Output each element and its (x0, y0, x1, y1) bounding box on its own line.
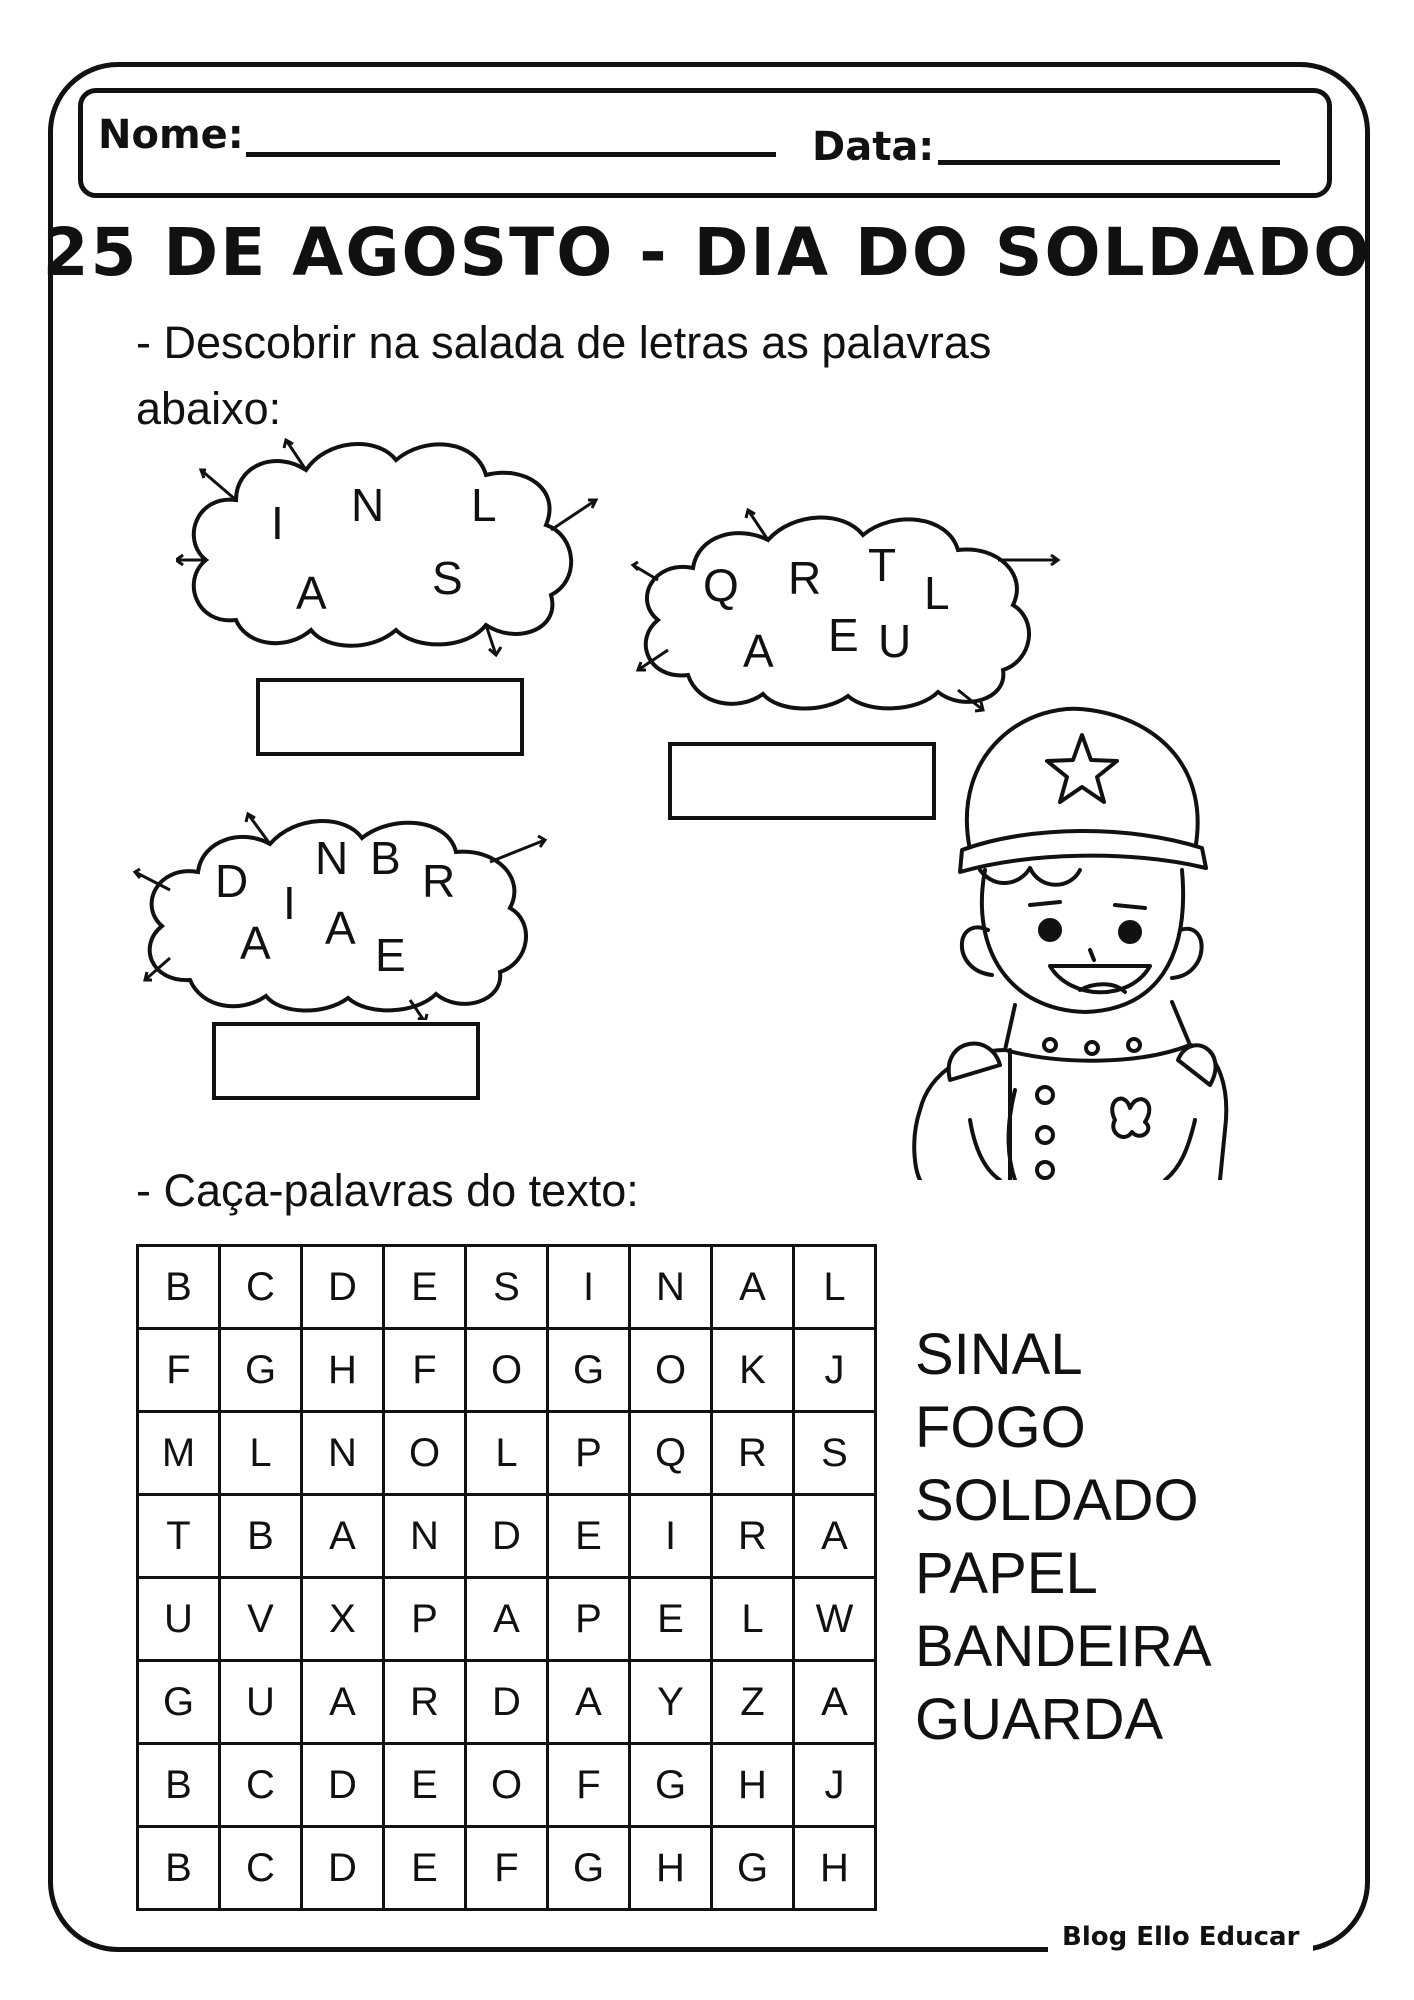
grid-cell[interactable]: D (466, 1495, 548, 1578)
cloud-letter: I (283, 877, 296, 929)
grid-row (138, 1495, 876, 1578)
grid-cell[interactable]: P (548, 1412, 630, 1495)
footer-credit: Blog Ello Educar (1048, 1922, 1313, 1952)
grid-cell[interactable]: S (466, 1246, 548, 1329)
grid-cell[interactable]: D (302, 1827, 384, 1910)
grid-cell[interactable]: N (384, 1495, 466, 1578)
grid-cell[interactable]: R (712, 1412, 794, 1495)
grid-row (138, 1661, 876, 1744)
grid-cell[interactable]: A (712, 1246, 794, 1329)
cloud-letter: N (315, 832, 349, 884)
grid-cell[interactable]: G (138, 1661, 220, 1744)
grid-cell[interactable]: K (712, 1329, 794, 1412)
soldier-illustration-icon (910, 690, 1230, 1180)
grid-cell[interactable]: N (302, 1412, 384, 1495)
grid-cell[interactable]: X (302, 1578, 384, 1661)
grid-cell[interactable]: E (384, 1744, 466, 1827)
grid-cell[interactable]: C (220, 1246, 302, 1329)
cloud-letter: S (432, 552, 463, 604)
word-item: FOGO (915, 1395, 1086, 1460)
grid-cell[interactable]: S (794, 1412, 876, 1495)
answer-box-1[interactable] (256, 678, 524, 756)
grid-cell[interactable]: F (384, 1329, 466, 1412)
grid-cell[interactable]: F (138, 1329, 220, 1412)
grid-cell[interactable]: W (794, 1578, 876, 1661)
grid-cell[interactable]: E (548, 1495, 630, 1578)
grid-cell[interactable]: H (302, 1329, 384, 1412)
date-line[interactable] (938, 160, 1280, 165)
grid-cell[interactable]: B (220, 1495, 302, 1578)
cloud-letter: L (924, 567, 950, 619)
grid-row (138, 1744, 876, 1827)
grid-cell[interactable]: L (794, 1246, 876, 1329)
grid-cell[interactable]: D (302, 1744, 384, 1827)
header-box (78, 88, 1332, 198)
grid-cell[interactable]: J (794, 1744, 876, 1827)
cloud-letter: R (788, 552, 822, 604)
grid-cell[interactable]: G (220, 1329, 302, 1412)
grid-row (138, 1329, 876, 1412)
grid-cell[interactable]: O (384, 1412, 466, 1495)
scramble-instruction (136, 310, 991, 442)
grid-cell[interactable]: O (466, 1329, 548, 1412)
word-item: PAPEL (915, 1541, 1098, 1606)
word-item: BANDEIRA (915, 1614, 1212, 1679)
word-item: GUARDA (915, 1687, 1164, 1752)
grid-cell[interactable]: C (220, 1827, 302, 1910)
name-label: Nome: (98, 112, 244, 158)
grid-cell[interactable]: A (548, 1661, 630, 1744)
grid-row (138, 1412, 876, 1495)
page-title: 25 DE AGOSTO - DIA DO SOLDADO (42, 214, 1372, 291)
cloud-3 (130, 800, 550, 1020)
grid-cell[interactable]: M (138, 1412, 220, 1495)
grid-cell[interactable]: A (302, 1495, 384, 1578)
date-label: Data: (812, 124, 935, 170)
cloud-letter: E (828, 609, 859, 661)
cloud-2 (628, 500, 1068, 720)
grid-cell[interactable]: I (630, 1495, 712, 1578)
grid-cell[interactable]: P (384, 1578, 466, 1661)
grid-cell[interactable]: G (548, 1329, 630, 1412)
grid-cell[interactable]: E (630, 1578, 712, 1661)
grid-cell[interactable]: A (794, 1661, 876, 1744)
grid-cell[interactable]: R (384, 1661, 466, 1744)
instruction-line-1: - Descobrir na salada de letras as palavras (136, 317, 992, 368)
word-list (915, 1318, 1212, 1756)
cloud-letter: R (422, 855, 456, 907)
grid-cell[interactable]: H (712, 1744, 794, 1827)
cloud-letter: T (868, 539, 897, 591)
grid-cell[interactable]: B (138, 1744, 220, 1827)
grid-cell[interactable]: T (138, 1495, 220, 1578)
grid-row (138, 1246, 876, 1329)
cloud-letter: A (325, 902, 356, 954)
grid-cell[interactable]: G (630, 1744, 712, 1827)
answer-box-3[interactable] (212, 1022, 480, 1100)
cloud-letter: I (271, 497, 284, 549)
grid-cell[interactable]: Z (712, 1661, 794, 1744)
cloud-letter: L (471, 479, 497, 531)
grid-cell[interactable]: Y (630, 1661, 712, 1744)
cloud-1 (176, 430, 606, 660)
grid-cell[interactable]: C (220, 1744, 302, 1827)
cloud-letter: N (351, 479, 385, 531)
instruction-line-2: abaixo: (136, 383, 282, 434)
grid-cell[interactable]: A (466, 1578, 548, 1661)
grid-cell[interactable]: U (220, 1661, 302, 1744)
grid-row (138, 1578, 876, 1661)
wordsearch-instruction: - Caça-palavras do texto: (136, 1165, 639, 1216)
cloud-letter: A (240, 917, 271, 969)
grid-cell[interactable]: A (794, 1495, 876, 1578)
grid-cell[interactable]: L (466, 1412, 548, 1495)
grid-cell[interactable]: H (794, 1827, 876, 1910)
cloud-letter: Q (703, 559, 739, 611)
cloud-letter: D (215, 855, 249, 907)
grid-cell[interactable]: E (384, 1827, 466, 1910)
grid-cell[interactable]: U (138, 1578, 220, 1661)
cloud-letter: B (370, 832, 401, 884)
grid-cell[interactable]: R (712, 1495, 794, 1578)
grid-cell[interactable]: D (302, 1246, 384, 1329)
grid-cell[interactable]: Q (630, 1412, 712, 1495)
grid-cell[interactable]: O (466, 1744, 548, 1827)
answer-box-2[interactable] (668, 742, 936, 820)
grid-cell[interactable]: D (466, 1661, 548, 1744)
grid-cell[interactable]: F (548, 1744, 630, 1827)
grid-cell[interactable]: L (712, 1578, 794, 1661)
grid-cell[interactable]: E (384, 1246, 466, 1329)
grid-cell[interactable]: H (630, 1827, 712, 1910)
grid-cell[interactable]: P (548, 1578, 630, 1661)
grid-cell[interactable]: N (630, 1246, 712, 1329)
cloud-letter: A (296, 567, 327, 619)
word-item: SINAL (915, 1322, 1083, 1387)
grid-cell[interactable]: B (138, 1246, 220, 1329)
grid-cell[interactable]: V (220, 1578, 302, 1661)
grid-cell[interactable]: I (548, 1246, 630, 1329)
name-line[interactable] (246, 152, 776, 157)
grid-cell[interactable]: G (548, 1827, 630, 1910)
soldier-illustration (910, 690, 1230, 1185)
grid-cell[interactable]: F (466, 1827, 548, 1910)
cloud-icon (176, 430, 606, 660)
cloud-letter: A (743, 625, 774, 677)
grid-cell[interactable]: O (630, 1329, 712, 1412)
word-item: SOLDADO (915, 1468, 1199, 1533)
cloud-letter: U (878, 615, 912, 667)
grid-cell[interactable]: G (712, 1827, 794, 1910)
grid-cell[interactable]: B (138, 1827, 220, 1910)
grid-row (138, 1827, 876, 1910)
word-search-grid (136, 1244, 877, 1911)
grid-cell[interactable]: A (302, 1661, 384, 1744)
grid-cell[interactable]: L (220, 1412, 302, 1495)
grid-cell[interactable]: J (794, 1329, 876, 1412)
cloud-letter: E (375, 929, 406, 981)
